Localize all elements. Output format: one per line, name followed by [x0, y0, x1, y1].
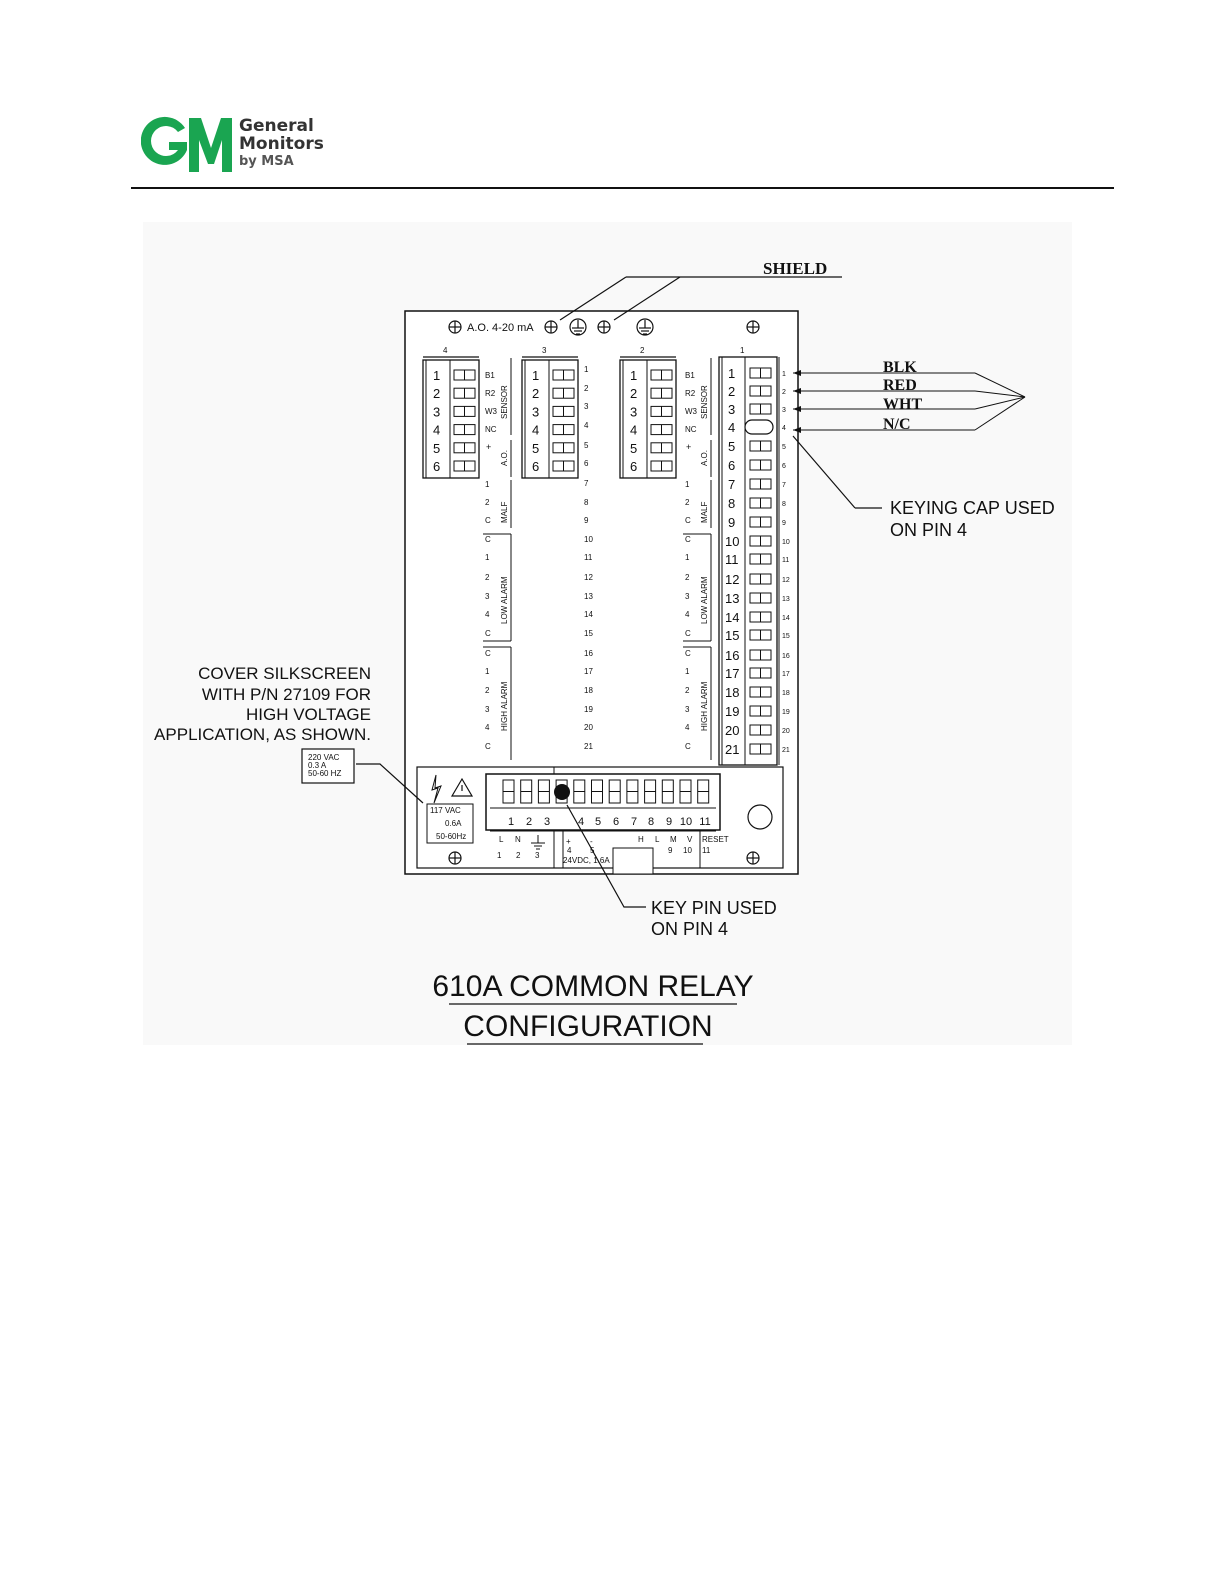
- pin-number: 12: [725, 572, 740, 587]
- terminal-index: 19: [782, 709, 790, 716]
- terminal-index: 2: [782, 389, 786, 396]
- bottom-pin-number: 4: [577, 816, 585, 828]
- relay-terminal-label: 1: [485, 667, 490, 676]
- pin-number: 10: [725, 534, 740, 549]
- pin-number: 3: [630, 404, 638, 420]
- power-label: 2: [516, 851, 521, 860]
- relay-terminal-label: C: [685, 742, 691, 751]
- wire-color-label: BLK: [883, 359, 917, 376]
- keying-cap-note-line-1: KEYING CAP USED: [890, 498, 1055, 518]
- pin-number: 1: [630, 368, 638, 383]
- dc-label: 5: [590, 846, 595, 855]
- cover-silkscreen-note: [154, 664, 371, 744]
- keying-cap: [745, 420, 773, 434]
- hv-box-line-1: 220 VAC: [308, 753, 340, 762]
- terminal-index: 4: [584, 421, 589, 430]
- terminal-index: 6: [584, 459, 589, 468]
- terminal-index: 10: [782, 539, 790, 546]
- sensor-terminal-label: B1: [685, 371, 695, 380]
- mount-crosshair-icon: [598, 321, 610, 333]
- terminal-index: 12: [782, 577, 790, 584]
- high-alarm-label: HIGH ALARM: [500, 681, 509, 731]
- pin-number: 21: [725, 742, 740, 757]
- terminal-index: 13: [584, 592, 593, 601]
- relay-terminal-label: 2: [685, 573, 690, 582]
- pin-number: 3: [532, 404, 540, 420]
- reset-label: RESET: [702, 835, 729, 844]
- terminal-index: 9: [584, 516, 589, 525]
- relay-terminal-label: C: [485, 629, 491, 638]
- bottom-pin-number: 9: [665, 816, 673, 828]
- pin-number: 14: [725, 610, 740, 625]
- relay-terminal-label: 1: [485, 553, 490, 562]
- terminal-index: 6: [782, 463, 786, 470]
- relay-terminal-label: C: [485, 516, 491, 525]
- bottom-pin-number: 7: [630, 816, 638, 828]
- pin-number: 4: [433, 422, 441, 438]
- bottom-pin-number: 6: [612, 816, 620, 828]
- malf-label: MALF: [700, 501, 709, 523]
- terminal-index: 17: [782, 671, 790, 678]
- terminal-index: 15: [782, 633, 790, 640]
- terminal-index: 3: [584, 402, 589, 411]
- terminal-block-3: [522, 346, 578, 478]
- terminal-index: 2: [584, 384, 589, 393]
- key-pin-note-line-2: ON PIN 4: [651, 919, 729, 939]
- low-alarm-label: LOW ALARM: [700, 576, 709, 624]
- terminal-index: 19: [584, 705, 593, 714]
- reset-label: 11: [702, 846, 711, 855]
- relay-label: H: [638, 835, 644, 844]
- pin-number: 4: [532, 422, 540, 438]
- terminal-index: 20: [584, 723, 593, 732]
- terminal-block-1: [719, 346, 790, 765]
- pin-number: 11: [725, 552, 739, 567]
- ao-header: A.O. 4-20 mA: [467, 322, 534, 334]
- relay-terminal-label: 4: [685, 610, 690, 619]
- pin-number: 6: [532, 459, 540, 474]
- bottom-pin-number: 10: [679, 816, 693, 828]
- relay-label: V: [687, 835, 693, 844]
- mount-crosshair-icon: [747, 321, 759, 333]
- plus-label: +: [486, 442, 492, 452]
- connector-key-notch: [613, 848, 653, 874]
- keying-cap-note-line-2: ON PIN 4: [890, 520, 968, 540]
- hv-box-line-3: 50-60 HZ: [308, 769, 342, 778]
- relay-terminal-label: 1: [685, 667, 690, 676]
- terminal-index: 14: [584, 610, 593, 619]
- wire-color-label: RED: [883, 377, 917, 394]
- relay-terminal-label: 1: [685, 480, 690, 489]
- high-alarm-label: HIGH ALARM: [700, 681, 709, 731]
- dc-label: -: [590, 837, 593, 846]
- logo-line-1: General: [239, 116, 314, 136]
- pin-number: 3: [728, 402, 736, 417]
- relay-label: 9: [668, 846, 673, 855]
- sensor-label: SENSOR: [700, 385, 709, 419]
- sensor-label: SENSOR: [500, 385, 509, 419]
- terminal-index: 18: [782, 690, 790, 697]
- relay-terminal-label: C: [685, 629, 691, 638]
- pin-number: 5: [433, 440, 441, 456]
- sensor-wires: [793, 359, 1025, 433]
- terminal-index: 13: [782, 596, 790, 603]
- terminal-index: 17: [584, 667, 593, 676]
- terminal-index: 21: [584, 742, 593, 751]
- relay-label: M: [670, 835, 677, 844]
- relay-terminal-label: C: [485, 649, 491, 658]
- mount-crosshair-icon: [747, 852, 759, 864]
- lv-box-line-1: 117 VAC: [430, 806, 461, 815]
- terminal-index: 1: [782, 371, 786, 378]
- relay-terminal-label: C: [485, 535, 491, 544]
- pin-number: 7: [728, 477, 736, 492]
- lv-box-line-3: 50-60Hz: [436, 832, 467, 841]
- pin-number: 5: [728, 439, 736, 454]
- relay-terminal-label: 2: [685, 686, 690, 695]
- cover-note-line-2: WITH P/N 27109 FOR: [201, 685, 371, 704]
- pin-number: 1: [532, 368, 540, 383]
- wire-color-label: N/C: [883, 416, 911, 433]
- relay-terminal-label: 4: [485, 610, 490, 619]
- terminal-index: 11: [782, 557, 790, 564]
- relay-terminal-label: 2: [485, 498, 490, 507]
- pin-number: 8: [728, 496, 736, 511]
- bottom-pin-number: 3: [543, 816, 551, 828]
- power-label: N: [515, 835, 521, 844]
- cover-note-line-1: COVER SILKSCREEN: [198, 664, 371, 683]
- relay-terminal-label: 3: [485, 705, 490, 714]
- pin-number: 18: [725, 685, 740, 700]
- plus-label: +: [686, 442, 692, 452]
- terminal-index: 8: [584, 498, 589, 507]
- terminal-index: 9: [782, 520, 786, 527]
- pin-number: 19: [725, 704, 740, 719]
- diagram-title-line-2: CONFIGURATION: [463, 1010, 713, 1043]
- pin-number: 3: [433, 404, 441, 420]
- diagram-title-line-1: 610A COMMON RELAY: [432, 970, 754, 1003]
- logo-line-2: Monitors: [239, 134, 324, 154]
- terminal-index: 16: [584, 649, 593, 658]
- pin-number: 1: [728, 366, 736, 381]
- connector-number: 1: [740, 346, 745, 355]
- pin-number: 2: [532, 386, 540, 402]
- sensor-terminal-label: R2: [685, 389, 696, 398]
- shield-label: SHIELD: [763, 259, 828, 278]
- keying-cap-leader: [793, 436, 855, 508]
- pin-number: 6: [433, 459, 441, 474]
- connector-number: 2: [640, 346, 645, 355]
- sensor-terminal-label: W3: [485, 407, 497, 416]
- power-label: 3: [535, 851, 540, 860]
- dc-label: 24VDC, 1.6A: [563, 856, 610, 865]
- relay-terminal-label: 1: [485, 480, 490, 489]
- pin-number: 4: [728, 420, 736, 435]
- bottom-pin-number: 1: [507, 816, 515, 828]
- dc-label: +: [566, 837, 571, 846]
- pin-number: 15: [725, 628, 740, 643]
- terminal-index: 18: [584, 686, 593, 695]
- wire-wht: [793, 396, 1025, 413]
- wire-color-label: WHT: [883, 396, 923, 413]
- logo-line-3: by MSA: [239, 154, 294, 169]
- pin-number: 20: [725, 723, 740, 738]
- pin-number: 13: [725, 591, 740, 606]
- relay-terminal-label: C: [685, 516, 691, 525]
- pin-number: 5: [532, 440, 540, 456]
- sensor-terminal-label: NC: [685, 425, 697, 434]
- bottom-pin-number: 2: [525, 816, 533, 828]
- terminal-index: 1: [584, 365, 589, 374]
- sensor-terminal-label: NC: [485, 425, 497, 434]
- terminal-index: 15: [584, 629, 593, 638]
- ao-label: A.O.: [500, 449, 509, 466]
- terminal-index: 7: [782, 482, 786, 489]
- cover-note-line-3: HIGH VOLTAGE: [245, 705, 371, 724]
- pin-number: 2: [630, 386, 638, 402]
- key-pin: [554, 784, 570, 800]
- pin-number: 5: [630, 440, 638, 456]
- bottom-pin-number: 8: [647, 816, 655, 828]
- pin-number: 6: [728, 458, 736, 473]
- terminal-index: 4: [782, 425, 786, 432]
- mount-crosshair-icon: [545, 321, 557, 333]
- key-pin-note-line-1: KEY PIN USED: [651, 898, 777, 918]
- relay-terminal-label: 4: [485, 723, 490, 732]
- terminal-index: 14: [782, 615, 790, 622]
- pin-number: 17: [725, 666, 740, 681]
- malf-label: MALF: [500, 501, 509, 523]
- terminal-index: 5: [782, 444, 786, 451]
- sensor-terminal-label: W3: [685, 407, 697, 416]
- mount-crosshair-icon: [449, 852, 461, 864]
- lv-box-line-2: 0.6A: [445, 819, 462, 828]
- ao-label: A.O.: [700, 449, 709, 466]
- pin-number: 1: [433, 368, 441, 383]
- terminal-index: 11: [584, 553, 593, 562]
- terminal-index: 20: [782, 728, 790, 735]
- mount-crosshair-icon: [449, 321, 461, 333]
- pin-number: 2: [728, 384, 736, 399]
- terminal-index: 5: [584, 441, 589, 450]
- sensor-terminal-label: R2: [485, 389, 496, 398]
- power-label: 1: [497, 851, 502, 860]
- terminal-index: 12: [584, 573, 593, 582]
- relay-terminal-label: 2: [485, 573, 490, 582]
- pin-number: 9: [728, 515, 736, 530]
- bottom-pin-number: 5: [594, 816, 602, 828]
- power-label: L: [499, 835, 504, 844]
- relay-terminal-label: 2: [485, 686, 490, 695]
- connector-number: 4: [443, 346, 448, 355]
- pin-number: 16: [725, 648, 740, 663]
- terminal-index: 3: [782, 407, 786, 414]
- bottom-pin-number: 11: [699, 816, 711, 828]
- connector-number: 3: [542, 346, 547, 355]
- logo-monogram: GM: [141, 114, 143, 115]
- terminal-index: 8: [782, 501, 786, 508]
- relay-terminal-label: 3: [485, 592, 490, 601]
- relay-terminal-label: C: [685, 649, 691, 658]
- relay-terminal-label: 3: [685, 705, 690, 714]
- sensor-terminal-label: B1: [485, 371, 495, 380]
- relay-terminal-label: C: [685, 535, 691, 544]
- low-alarm-label: LOW ALARM: [500, 576, 509, 624]
- pin-number: 2: [433, 386, 441, 402]
- cover-note-line-4: APPLICATION, AS SHOWN.: [154, 725, 371, 744]
- terminal-block-2: [620, 346, 676, 478]
- dc-label: 4: [567, 846, 572, 855]
- terminal-index: 21: [782, 747, 790, 754]
- relay-label: 10: [683, 846, 692, 855]
- pin-number: 4: [630, 422, 638, 438]
- relay-terminal-label: C: [485, 742, 491, 751]
- relay-label: L: [655, 835, 660, 844]
- relay-terminal-label: 4: [685, 723, 690, 732]
- terminal-index: 7: [584, 479, 589, 488]
- relay-terminal-label: 1: [685, 553, 690, 562]
- terminal-block-4: [423, 346, 479, 478]
- hv-box-line-2: 0.3 A: [308, 761, 327, 770]
- relay-terminal-label: 3: [685, 592, 690, 601]
- relay-terminal-label: 2: [685, 498, 690, 507]
- pin-number: 6: [630, 459, 638, 474]
- terminal-index: 16: [782, 653, 790, 660]
- terminal-index: 10: [584, 535, 593, 544]
